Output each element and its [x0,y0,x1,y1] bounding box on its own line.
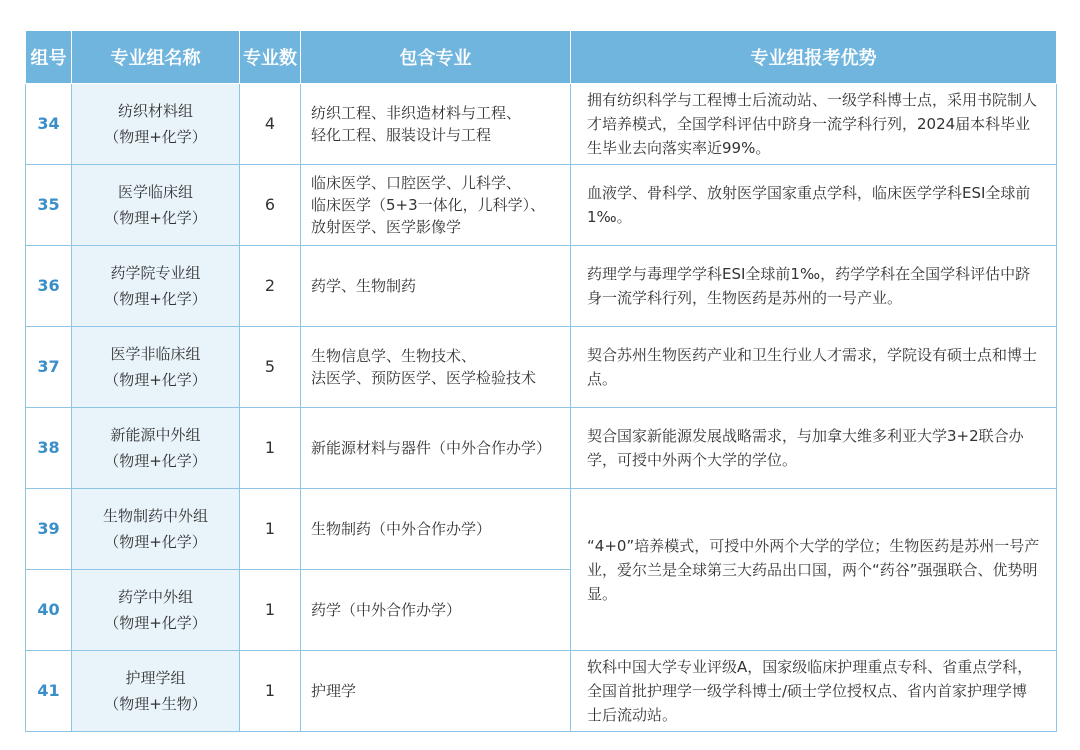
majors-line: 放射医学、医学影像学 [311,218,462,236]
group-id: 37 [26,327,72,408]
group-name-cell [72,570,240,651]
table-row [26,489,1057,570]
group-name: 药学中外组 [117,588,193,606]
group-name-cell [72,246,240,327]
majors-line: 药学、生物制药 [311,277,417,295]
group-name: 生物制药中外组 [102,507,208,525]
group-advantage: 契合苏州生物医药产业和卫生行业人才需求，学院设有硕士点和博士点。 [571,327,1057,408]
included-majors [301,651,571,732]
group-name: 医学非临床组 [110,345,201,363]
group-id: 38 [26,408,72,489]
majors-line: 临床医学、口腔医学、儿科学、 [311,174,522,192]
header-included-majors: 包含专业 [301,31,571,84]
major-count: 1 [240,408,301,489]
group-name-cell [72,408,240,489]
major-count: 1 [240,570,301,651]
table-row [26,408,1057,489]
group-id: 39 [26,489,72,570]
group-id: 36 [26,246,72,327]
group-id: 41 [26,651,72,732]
table-header-row [26,31,1057,84]
table-row [26,651,1057,732]
majors-line: 法医学、预防医学、医学检验技术 [311,369,537,387]
major-count: 4 [240,84,301,165]
group-subjects: （物理+化学） [104,371,207,389]
majors-table [25,30,1057,732]
group-name: 新能源中外组 [110,426,201,444]
major-count: 1 [240,651,301,732]
group-subjects: （物理+化学） [104,209,207,227]
group-subjects: （物理+化学） [104,290,207,308]
group-advantage: 药理学与毒理学学科ESI全球前1‰，药学学科在全国学科评估中跻身一流学科行列，生物医药是苏州的一号产业。 [571,246,1057,327]
group-id: 34 [26,84,72,165]
major-count: 5 [240,327,301,408]
group-advantage: 软科中国大学专业评级A，国家级临床护理重点专科、省重点学科，全国首批护理学一级学科博士/硕士学位授权点、省内首家护理学博士后流动站。 [571,651,1057,732]
header-major-count: 专业数 [240,31,301,84]
majors-line: 护理学 [311,682,357,700]
majors-line: 药学（中外合作办学） [311,601,462,619]
group-name: 护理学组 [125,669,186,687]
table-row [26,165,1057,246]
group-name-cell [72,84,240,165]
group-name-cell [72,489,240,570]
group-subjects: （物理+化学） [104,614,207,632]
majors-line: 临床医学（5+3一体化，儿科学）、 [311,196,546,214]
included-majors [301,489,571,570]
included-majors [301,408,571,489]
header-group-id: 组号 [26,31,72,84]
table-row [26,246,1057,327]
group-advantage: 契合国家新能源发展战略需求，与加拿大维多利亚大学3+2联合办学，可授中外两个大学的学位。 [571,408,1057,489]
group-advantage: 拥有纺织科学与工程博士后流动站、一级学科博士点，采用书院制人才培养模式，全国学科评估中跻身一流学科行列，2024届本科毕业生毕业去向落实率近99%。 [571,84,1057,165]
majors-line: 生物制药（中外合作办学） [311,520,492,538]
included-majors [301,246,571,327]
header-group-name: 专业组名称 [72,31,240,84]
group-advantage: 血液学、骨科学、放射医学国家重点学科，临床医学学科ESI全球前1‰。 [571,165,1057,246]
group-name-cell [72,651,240,732]
major-count: 1 [240,489,301,570]
group-id: 35 [26,165,72,246]
group-subjects: （物理+化学） [104,452,207,470]
group-subjects: （物理+生物） [104,695,207,713]
majors-line: 纺织工程、非织造材料与工程、 [311,104,522,122]
majors-line: 生物信息学、生物技术、 [311,347,477,365]
group-name: 纺织材料组 [117,102,193,120]
group-name-cell [72,165,240,246]
group-subjects: （物理+化学） [104,128,207,146]
group-name: 药学院专业组 [110,264,201,282]
majors-line: 轻化工程、服装设计与工程 [311,126,492,144]
included-majors [301,570,571,651]
group-advantage-merged: “4+0”培养模式，可授中外两个大学的学位；生物医药是苏州一号产业，爱尔兰是全球第三大药品出口国，两个“药谷”强强联合、优势明显。 [571,489,1057,651]
majors-line: 新能源材料与器件（中外合作办学） [311,439,552,457]
header-advantages: 专业组报考优势 [571,31,1057,84]
majors-table-container [25,30,1056,732]
group-name-cell [72,327,240,408]
major-count: 6 [240,165,301,246]
included-majors [301,165,571,246]
table-row [26,84,1057,165]
group-id: 40 [26,570,72,651]
table-row [26,327,1057,408]
major-count: 2 [240,246,301,327]
group-subjects: （物理+化学） [104,533,207,551]
group-name: 医学临床组 [117,183,193,201]
included-majors [301,84,571,165]
included-majors [301,327,571,408]
